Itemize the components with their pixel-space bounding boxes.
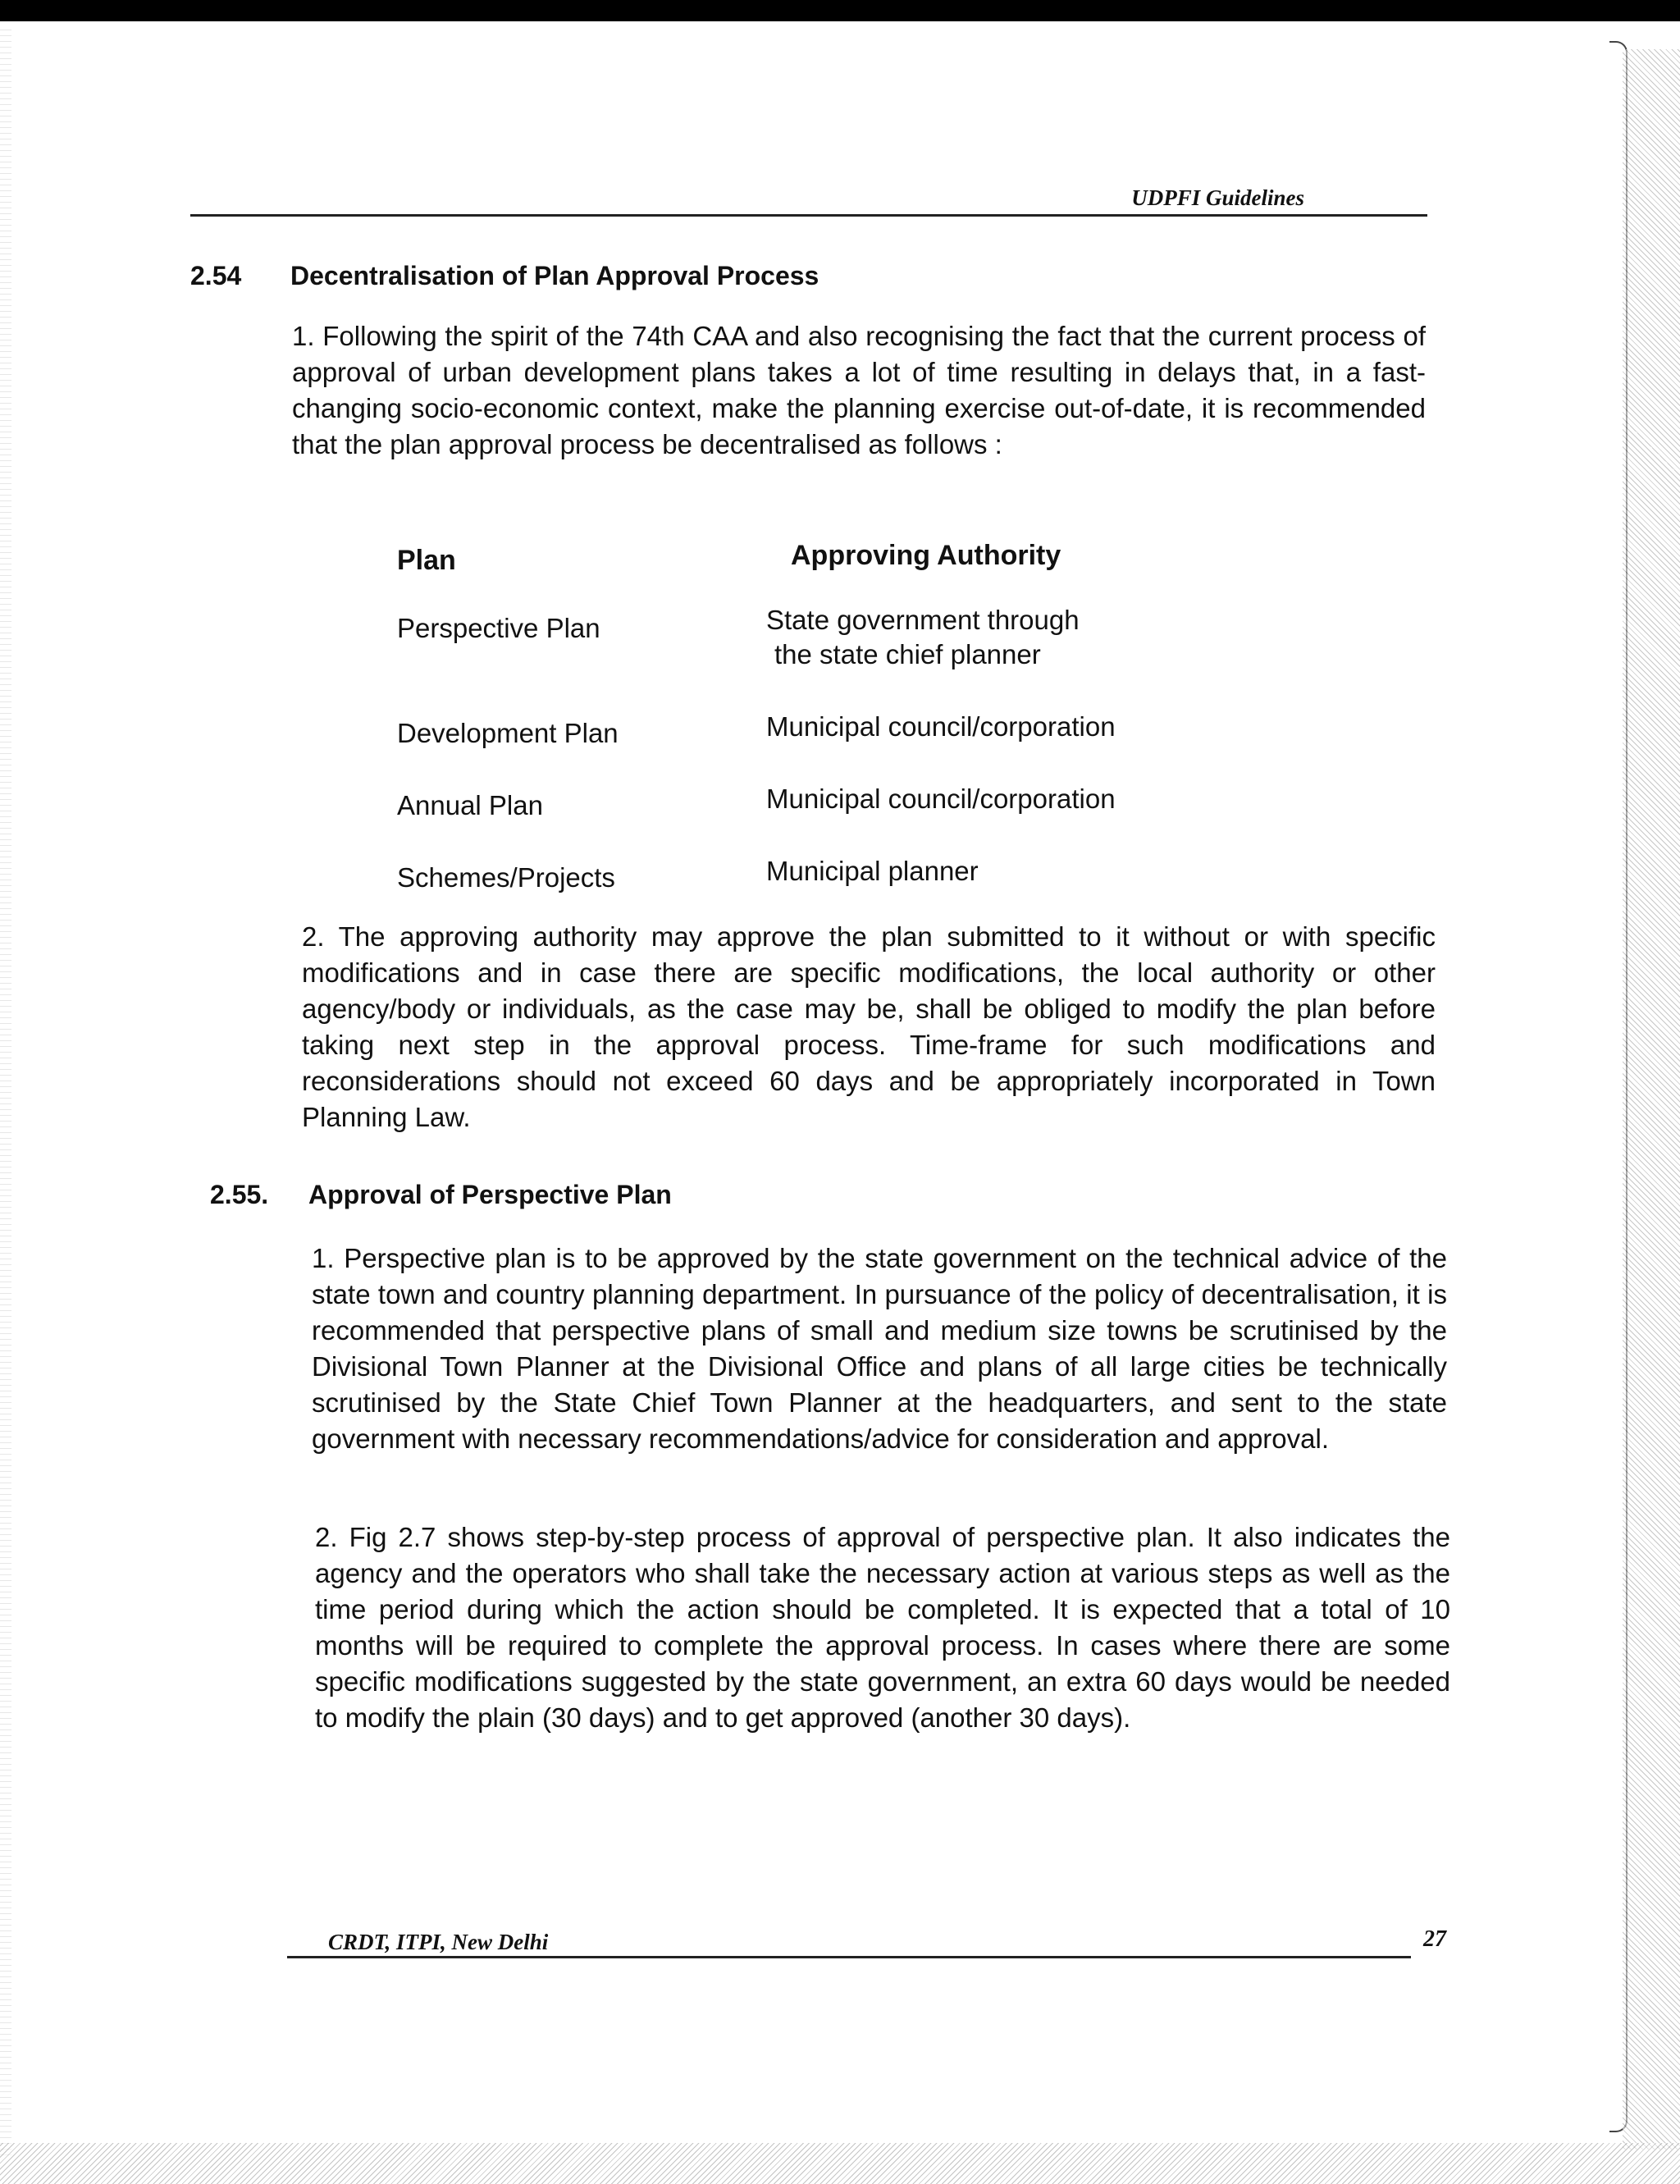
page-footer <box>287 1926 1460 1962</box>
running-title: UDPFI Guidelines <box>1123 185 1312 211</box>
table-cell-plan: Annual Plan <box>397 790 543 820</box>
paragraph-2-54-1: 1. Following the spirit of the 74th CAA and also recognising the fact that the current process of approval of urban development plans takes a lot of time resulting in delays that, in a fast-changing socio-economic context, make the planning exercise out-of-date, it is recommended that the plan approval process be decentralised as follows : <box>292 321 1426 459</box>
paragraph-2-55-1: 1. Perspective plan is to be approved by the state government on the technical advice of the state town and country planning department. In pursuance of the policy of decentralisation, it is recommended that perspective plans of small and medium size towns be scrutinised by the Divisional Town Planner at the Divisional Office and plans of all large cities be technically scrutinised by the State Chief Town Planner at the headquarters, and sent to the state government with necessary recommendations/advice for consideration and approval. <box>312 1243 1447 1454</box>
section-title: Decentralisation of Plan Approval Process <box>290 261 819 290</box>
column-header-authority: Approving Authority <box>791 540 1061 571</box>
table-cell-authority: State government through <box>766 605 1080 635</box>
section-heading-2-55 <box>210 1180 1440 1216</box>
table-cell-plan: Development Plan <box>397 718 619 748</box>
table-cell-plan: Perspective Plan <box>397 613 600 643</box>
section-number: 2.54 <box>190 261 242 290</box>
footer-rule <box>287 1956 1411 1958</box>
scan-bottom-edge <box>0 2143 1680 2184</box>
page-number: 27 <box>1423 1926 1446 1952</box>
table-cell-authority: Municipal council/corporation <box>766 711 1116 742</box>
running-header <box>190 185 1427 218</box>
table-cell-authority: the state chief planner <box>774 639 1041 669</box>
footer-publisher: CRDT, ITPI, New Delhi <box>320 1930 556 1955</box>
section-number: 2.55. <box>210 1180 269 1209</box>
section-heading-2-54 <box>190 261 1421 297</box>
paragraph-2-55-2: 2. Fig 2.7 shows step-by-step process of approval of perspective plan. It also indicates the agency and the operators who shall take the necessary action at various steps as well as the time period during which the action should be completed. It is expected that a total of 10 months will be required to complete the approval process. In cases where there are some specific modifications suggested by the state government, an extra 60 days would be needed to modify the plain (30 days) and to get approved (another 30 days). <box>315 1522 1450 1733</box>
scan-left-edge <box>0 25 11 2158</box>
column-header-plan: Plan <box>397 545 456 576</box>
scan-right-edge <box>1623 49 1680 2150</box>
paragraph-2-54-2: 2. The approving authority may approve the plan submitted to it without or with specific modifications and in case there are specific modifications, the local authority or other agency/body or individuals, as the case may be, shall be obliged to modify the plan before taking next step in the approval process. Time-frame for such modifications and reconsiderations should not exceed 60 days and be appropriately incorporated in Town Planning Law. <box>302 921 1436 1132</box>
table-cell-authority: Municipal council/corporation <box>766 784 1116 814</box>
header-rule <box>190 214 1427 217</box>
table-cell-plan: Schemes/Projects <box>397 862 615 893</box>
approval-authority-table <box>397 540 1217 901</box>
section-title: Approval of Perspective Plan <box>308 1180 672 1209</box>
table-cell-authority: Municipal planner <box>766 856 979 886</box>
scan-top-border <box>0 0 1680 21</box>
